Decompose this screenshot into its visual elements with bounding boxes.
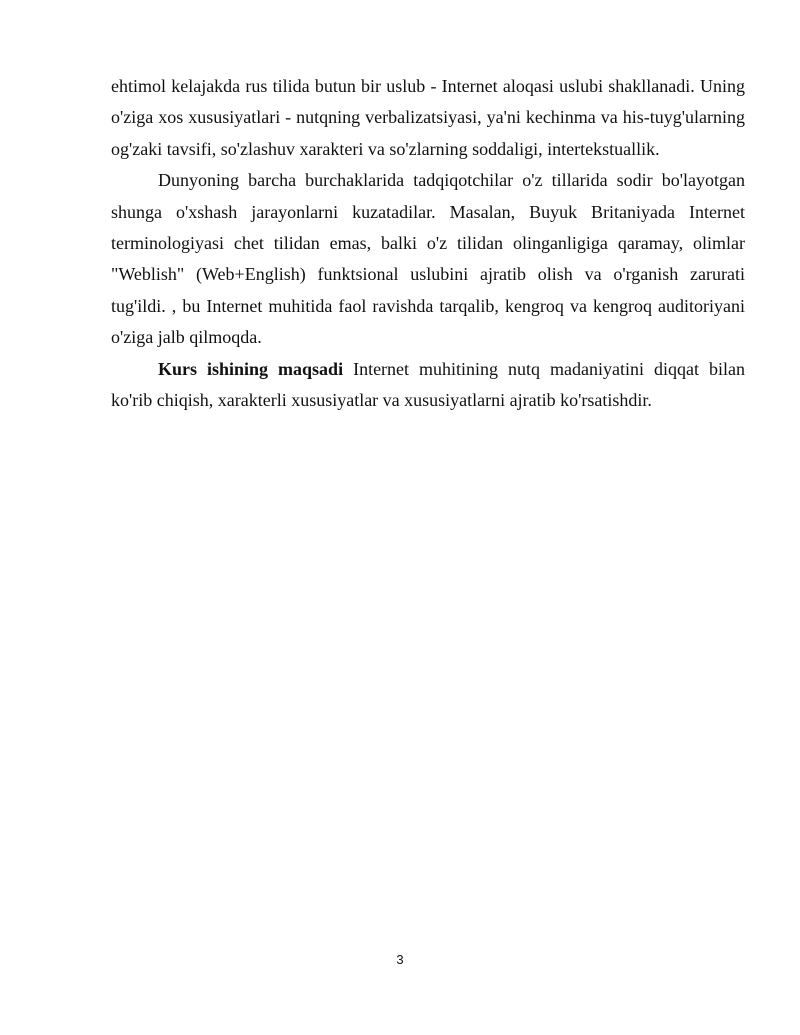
paragraph-2 <box>111 165 745 353</box>
document-body <box>111 71 745 416</box>
paragraph-3-bold-lead: Kurs ishining maqsadi <box>158 358 344 379</box>
paragraph-3-text: Internet muhitining nutq madaniyatini diqqat bilan ko'rib chiqish, xarakterli xususiyatlar va xususiyatlarni ajratib ko'rsatishdir. <box>111 358 745 411</box>
paragraph-2-text: Dunyoning barcha burchaklarida tadqiqotchilar o'z tillarida sodir bo'layotgan shunga o'xshash jarayonlarni kuzatadilar. Masalan, Buyuk Britaniyada Internet terminologiyasi chet tilidan emas, balki o'z tilidan olinganligiga qaramay, olimlar "Weblish" (Web+English) funktsional uslubini ajratib olish va o'rganish zarurati tug'ildi. , bu Internet muhitida faol ravishda tarqalib, kengroq va kengroq auditoriyani o'ziga jalb qilmoqda. <box>111 170 745 348</box>
paragraph-1-text: ehtimol kelajakda rus tilida butun bir uslub - Internet aloqasi uslubi shakllanadi. Uning o'ziga xos xususiyatlari - nutqning verbalizatsiyasi, ya'ni kechinma va his-tuyg'ularning og'zaki tavsifi, so'zlashuv xarakteri va so'zlarning soddaligi, intertekstuallik. <box>111 76 745 159</box>
page-number: 3 <box>396 952 404 967</box>
paragraph-1 <box>111 71 745 165</box>
paragraph-3 <box>111 354 745 417</box>
